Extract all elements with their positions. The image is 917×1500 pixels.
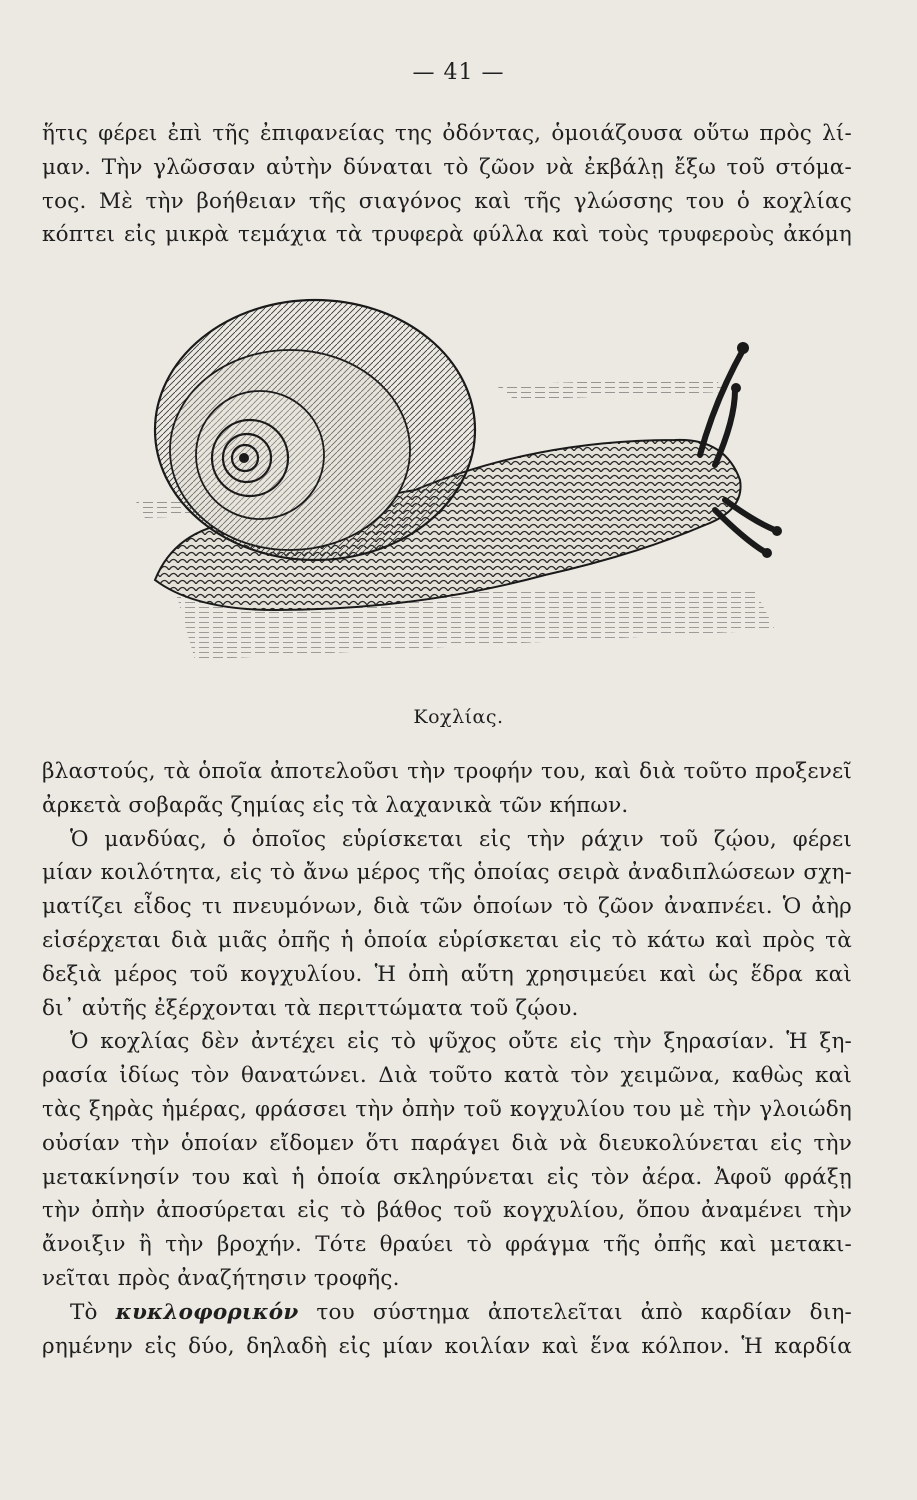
text-line: Ὁ μανδύας, ὁ ὁποῖος εὑρίσκεται εἰς τὴν ράχιν τοῦ ζῴου, φέρει <box>70 826 852 852</box>
text-fragment: του σύστημα ἀποτελεῖται ἀπὸ καρδίαν διη- <box>298 1299 853 1325</box>
text-line: μίαν κοιλότητα, εἰς τὸ ἄνω μέρος τῆς ὁποίας σειρὰ ἀναδιπλώσεων σχη- <box>42 860 852 886</box>
text-line: μαν. Τὴν γλῶσσαν αὐτὴν δύναται τὸ ζῶον νὰ ἐκβάλῃ ἔξω τοῦ στόμα- <box>42 154 852 180</box>
text-line: κόπτει εἰς μικρὰ τεμάχια τὰ τρυφερὰ φύλλα καὶ τοὺς τρυφεροὺς ἀκόμη <box>42 222 852 248</box>
snail-illustration <box>115 290 795 700</box>
text-line <box>42 1296 852 1330</box>
text-line: ρημένην εἰς δύο, δηλαδὴ εἰς μίαν κοιλίαν καὶ ἕνα κόλπον. Ἡ καρδία <box>42 1333 852 1359</box>
snail-shell <box>155 300 475 560</box>
text-line: ματίζει εἶδος τι πνευμόνων, διὰ τῶν ὁποίων τὸ ζῶον ἀναπνέει. Ὁ ἀὴρ <box>42 894 852 920</box>
emphasized-term: κυκλοφορικόν <box>115 1299 299 1325</box>
text-line: τὴν ὀπὴν ἀποσύρεται εἰς τὸ βάθος τοῦ κογχυλίου, ὅπου ἀναμένει τὴν <box>42 1198 852 1224</box>
text-line: μετακίνησίν του καὶ ἡ ὁποία σκληρύνεται εἰς τὸν ἀέρα. Ἀφοῦ φράξῃ <box>42 1164 852 1190</box>
paragraph-tongue <box>42 117 852 252</box>
text-line: ρασία ἰδίως τὸν θανατώνει. Διὰ τοῦτο κατὰ τὸν χειμῶνα, καθὼς καὶ <box>42 1063 852 1089</box>
text-body <box>42 755 852 1363</box>
text-line: ἄνοιξιν ἢ τὴν βροχήν. Τότε θραύει τὸ φράγμα τῆς ὀπῆς καὶ μετακι- <box>42 1232 852 1258</box>
text-line: δεξιὰ μέρος τοῦ κογχυλίου. Ἡ ὀπὴ αὕτη χρησιμεύει καὶ ὡς ἕδρα καὶ <box>42 961 852 987</box>
page-number: — 41 — <box>412 60 505 85</box>
text-line: Ὁ κοχλίας δὲν ἀντέχει εἰς τὸ ψῦχος οὔτε εἰς τὴν ξηρασίαν. Ἡ ξη- <box>70 1029 852 1055</box>
text-line: τος. Μὲ τὴν βοήθειαν τῆς σιαγόνος καὶ τῆς γλώσσης του ὁ κοχλίας <box>42 188 852 214</box>
text-line: ἥτις φέρει ἐπὶ τῆς ἐπιφανείας της ὀδόντας, ὁμοιάζουσα οὕτω πρὸς λί- <box>42 121 852 146</box>
text-line: τὰς ξηρὰς ἡμέρας, φράσσει τὴν ὀπὴν τοῦ κογχυλίου του μὲ τὴν γλοιώδη <box>42 1096 852 1122</box>
text-fragment: Τὸ <box>70 1299 116 1325</box>
text-line: εἰσέρχεται διὰ μιᾶς ὀπῆς ἡ ὁποία εὑρίσκεται εἰς τὸ κάτω καὶ πρὸς τὰ <box>42 927 852 953</box>
text-line: βλαστούς, τὰ ὁποῖα ἀποτελοῦσι τὴν τροφήν του, καὶ διὰ τοῦτο προξενεῖ <box>42 759 852 784</box>
text-line: ἀρκετὰ σοβαρᾶς ζημίας εἰς τὰ λαχανικὰ τῶν κήπων. <box>42 792 629 818</box>
text-line: νεῖται πρὸς ἀναζήτησιν τροφῆς. <box>42 1265 400 1291</box>
text-line: οὐσίαν τὴν ὁποίαν εἴδομεν ὅτι παράγει διὰ νὰ διευκολύνεται εἰς τὴν <box>42 1130 852 1156</box>
figure-caption: Κοχλίας. <box>413 706 504 728</box>
text-line: δι᾿ αὐτῆς ἐξέρχονται τὰ περιττώματα τοῦ ζῴου. <box>42 995 579 1021</box>
